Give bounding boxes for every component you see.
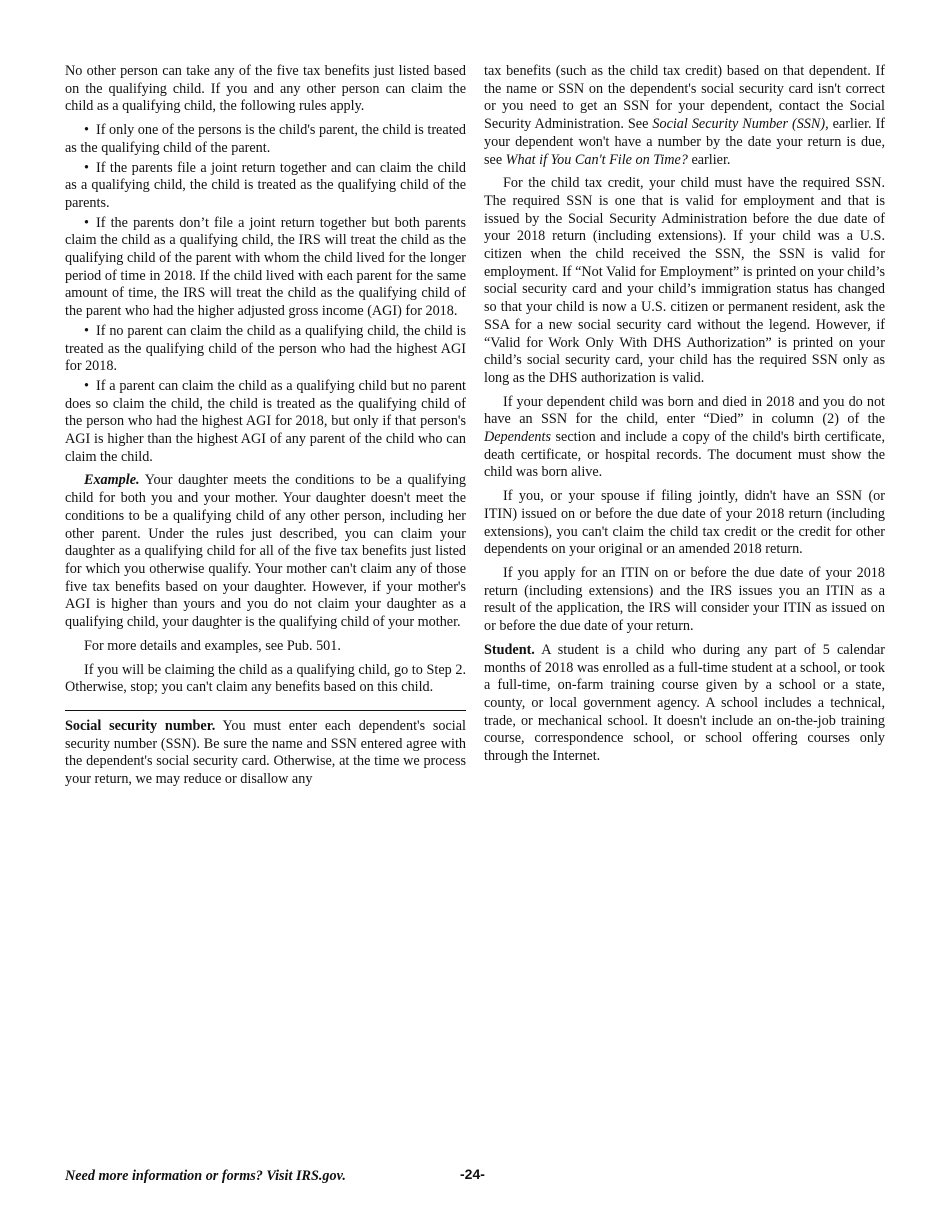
rule-bullet	[65, 215, 466, 321]
ssn-text: You must enter each dependent's social security number (SSN). Be sure the name and SSN entered agree with the dependent's social security card. Otherwise, at the time we process your return, we may reduce or disallow any	[65, 717, 466, 788]
bullet-text: If the parents don’t file a joint return together but both parents claim the child as a qualifying child, the IRS will treat the child as the qualifying child of the parent with whom the child lived for the longer period of time in 2018. If the child lived with each parent for the same amount of time, the IRS will treat the child as the qualifying child of the parent who had the higher adjusted gross income (AGI) for 2018.	[65, 214, 466, 320]
ssn-continued-text: , earlier. If your dependent won't have a number by the date your return is due, see	[484, 116, 886, 168]
died-text: If your dependent child was born and died in 2018 and you do not have an SSN for the child, enter “Died” in column (2) of the	[484, 393, 885, 428]
born-and-died-paragraph	[484, 394, 885, 483]
itin-application-paragraph: If you apply for an ITIN on or before the due date of your 2018 return (including extensions) and the IRS issues you an ITIN as a result of the application, the IRS will consider your ITIN as issued on or before the due date of your return.	[484, 564, 885, 635]
bullet-icon: •	[84, 214, 89, 231]
bullet-icon: •	[84, 122, 89, 139]
file-on-time-reference: What if You Can't File on Time?	[505, 151, 688, 168]
right-column	[484, 63, 885, 772]
student-paragraph	[484, 642, 885, 766]
footer-help-text: Need more information or forms? Visit IRS.gov.	[65, 1168, 346, 1184]
student-heading: Student.	[484, 641, 535, 658]
ssn-continued-text: earlier.	[691, 151, 731, 168]
ssn-continued-text: tax benefits (such as the child tax credit) based on that dependent. If the name or SSN on the dependent's social security card isn't correct or you need to get an SSN for your dependent, contact the Social Security Administration. See	[484, 63, 885, 133]
child-tax-credit-paragraph: For the child tax credit, your child must have the required SSN. The required SSN is one that is valid for employment and that is issued by the Social Security Administration before the due date of your 2018 return (including extensions). If your child was a U.S. citizen when the child received the SSN, the SSN is valid for employment. If “Not Valid for Employment” is printed on your child’s social security card and your child’s immigration status has changed so that your child is now a U.S. citizen or permanent resident, ask the SSA for a new social security card without the legend. However, if “Valid for Work Only With DHS Authorization” is printed on your child’s social security card, your child has the required SSN only as long as the DHS authorization is valid.	[484, 175, 885, 386]
example-text: Your daughter meets the conditions to be a qualifying child for both you and your mother. Your daughter doesn't meet the conditions to be a qualifying child of any other person, including her other parent. Under the rules just described, you can claim your daughter as a qualifying child for all of the five tax benefits just listed for which you otherwise qualify. Your mother can't claim any of those five tax benefits based on your daughter. However, if your mother's AGI is higher than yours and you do not claim your daughter as a qualifying child, your daughter is the qualifying child of your mother.	[65, 472, 466, 631]
example-paragraph	[65, 472, 466, 631]
page-number: -24-	[460, 1166, 485, 1182]
more-details-paragraph: For more details and examples, see Pub. 501.	[84, 637, 341, 654]
section-divider	[65, 710, 466, 711]
intro-paragraph: No other person can take any of the five tax benefits just listed based on the qualifying child. If you and any other person can claim the child as a qualifying child, the following rules apply.	[65, 63, 466, 115]
died-text: section and include a copy of the child's birth certificate, death certificate, or hospital records. The document must show the child was born alive.	[484, 429, 886, 481]
bullet-text: If the parents file a joint return together and can claim the child as a qualifying child, the child is treated as the qualifying child of the parents.	[65, 159, 466, 211]
bullet-icon: •	[84, 322, 89, 339]
ssn-heading: Social security number.	[65, 717, 216, 734]
left-column	[65, 63, 466, 795]
example-label: Example.	[84, 472, 140, 489]
bullet-icon: •	[84, 159, 89, 176]
bullet-text: If a parent can claim the child as a qualifying child but no parent does so claim the child, the child is treated as the qualifying child of the person who had the highest AGI for 2018, but only if that person's AGI is higher than the highest AGI of any parent of the child who can claim the child.	[65, 377, 466, 465]
bullet-icon: •	[84, 377, 89, 394]
bullet-text: If no parent can claim the child as a qualifying child, the child is treated as the qualifying child of the person who had the highest AGI for 2018.	[65, 322, 466, 375]
bullet-text: If only one of the persons is the child's parent, the child is treated as the qualifying child of the parent.	[65, 122, 466, 156]
ssn-paragraph	[65, 718, 466, 789]
dependents-reference: Dependents	[484, 429, 551, 446]
rule-bullet	[65, 160, 466, 213]
ssn-reference: Social Security Number (SSN)	[652, 116, 826, 133]
rule-bullet	[65, 378, 466, 467]
student-text: A student is a child who during any part of 5 calendar months of 2018 was enrolled as a full-time student at a school, or took a full-time, on-farm training course given by a school or a state, county, or local government agency. A school includes a technical, trade, or mechanical school. It doesn't include an on-the-job training course, correspondence school, or school offering courses only through the Internet.	[484, 641, 886, 765]
rule-bullet	[65, 122, 466, 157]
rule-bullet	[65, 323, 466, 376]
ssn-continued-paragraph	[484, 63, 885, 169]
step-paragraph: If you will be claiming the child as a qualifying child, go to Step 2. Otherwise, stop; you can't claim any benefits based on this child.	[65, 661, 466, 696]
itin-paragraph: If you, or your spouse if filing jointly, didn't have an SSN (or ITIN) issued on or before the due date of your 2018 return (including extensions), you can't claim the child tax credit or the credit for other dependents on your original or an amended 2018 return.	[484, 488, 885, 558]
